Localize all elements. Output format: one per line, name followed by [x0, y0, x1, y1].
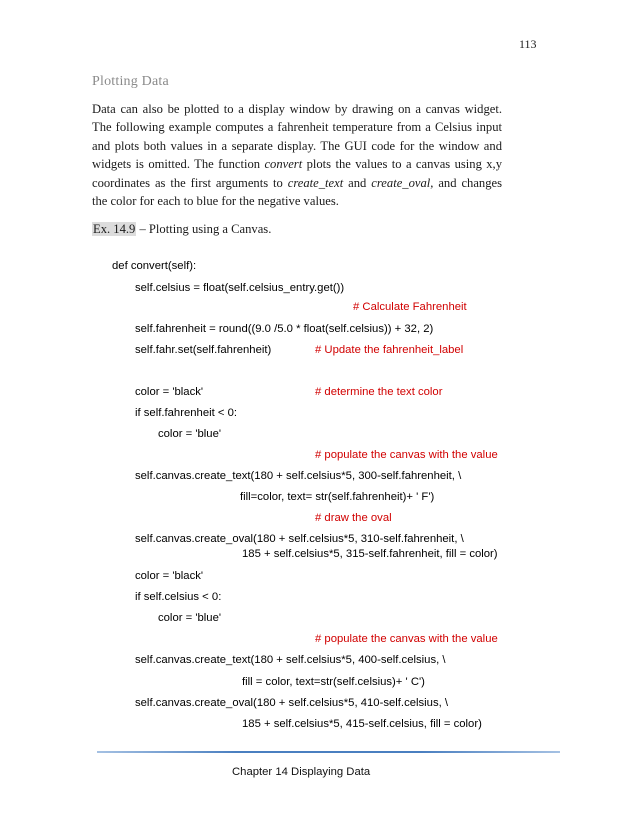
example-caption	[92, 222, 271, 237]
code-line: color = 'black'	[135, 386, 204, 398]
function-name-convert: convert	[264, 157, 303, 172]
code-line: if self.fahrenheit < 0:	[135, 407, 238, 419]
code-line: self.canvas.create_oval(180 + self.celsius*5, 410-self.celsius, \	[135, 697, 449, 709]
paragraph-text: and changes the color for each to blue for the negative values.	[92, 175, 503, 209]
code-line: self.canvas.create_text(180 + self.celsius*5, 400-self.celsius, \	[135, 654, 446, 666]
paragraph-text: and	[343, 175, 372, 190]
section-heading: Plotting Data	[92, 74, 169, 89]
code-line: fill=color, text= str(self.fahrenheit)+ ' F')	[240, 491, 435, 503]
code-line: if self.celsius < 0:	[135, 591, 222, 603]
code-line: color = 'blue'	[158, 612, 222, 624]
code-line: 185 + self.celsius*5, 415-self.celsius, fill = color)	[242, 718, 482, 730]
code-line: self.fahrenheit = round((9.0 /5.0 * float(self.celsius)) + 32, 2)	[135, 323, 434, 335]
example-title: – Plotting using a Canvas.	[136, 222, 272, 236]
footer-chapter-title: Chapter 14 Displaying Data	[232, 766, 371, 778]
paragraph-text: plots the values to a canvas using x,y coordinates as the first arguments to	[92, 157, 502, 190]
code-line: self.fahr.set(self.fahrenheit)	[135, 344, 272, 356]
page-number: 113	[519, 37, 537, 51]
code-comment: # populate the canvas with the value	[315, 633, 498, 645]
function-name-create-oval: create_oval,	[371, 175, 434, 190]
body-paragraph	[92, 100, 502, 210]
code-line: self.canvas.create_oval(180 + self.celsius*5, 310-self.fahrenheit, \	[135, 533, 464, 545]
code-line: 185 + self.celsius*5, 315-self.fahrenheit, fill = color)	[242, 548, 498, 560]
footer-divider	[97, 751, 560, 753]
code-line: self.canvas.create_text(180 + self.celsius*5, 300-self.fahrenheit, \	[135, 470, 462, 482]
function-name-create-text: create_text	[287, 175, 344, 190]
code-line: color = 'blue'	[158, 428, 222, 440]
paragraph-text: Data can also be plotted to a display window by drawing on a canvas widget. The following example computes a fahrenheit temperature from a Celsius input and plots both values in a separate display. The GUI code for the window and widgets is omitted. The function	[92, 102, 502, 172]
code-comment: # populate the canvas with the value	[315, 449, 498, 461]
code-comment: # determine the text color	[315, 386, 443, 398]
code-line: fill = color, text=str(self.celsius)+ ' C')	[242, 676, 425, 688]
code-line: self.celsius = float(self.celsius_entry.get())	[135, 282, 345, 294]
example-label: Ex. 14.9	[93, 222, 136, 236]
code-line: def convert(self):	[112, 260, 197, 272]
code-comment: # draw the oval	[315, 512, 392, 524]
code-comment: # Calculate Fahrenheit	[353, 301, 467, 313]
code-line: color = 'black'	[135, 570, 204, 582]
code-comment: # Update the fahrenheit_label	[315, 344, 464, 356]
